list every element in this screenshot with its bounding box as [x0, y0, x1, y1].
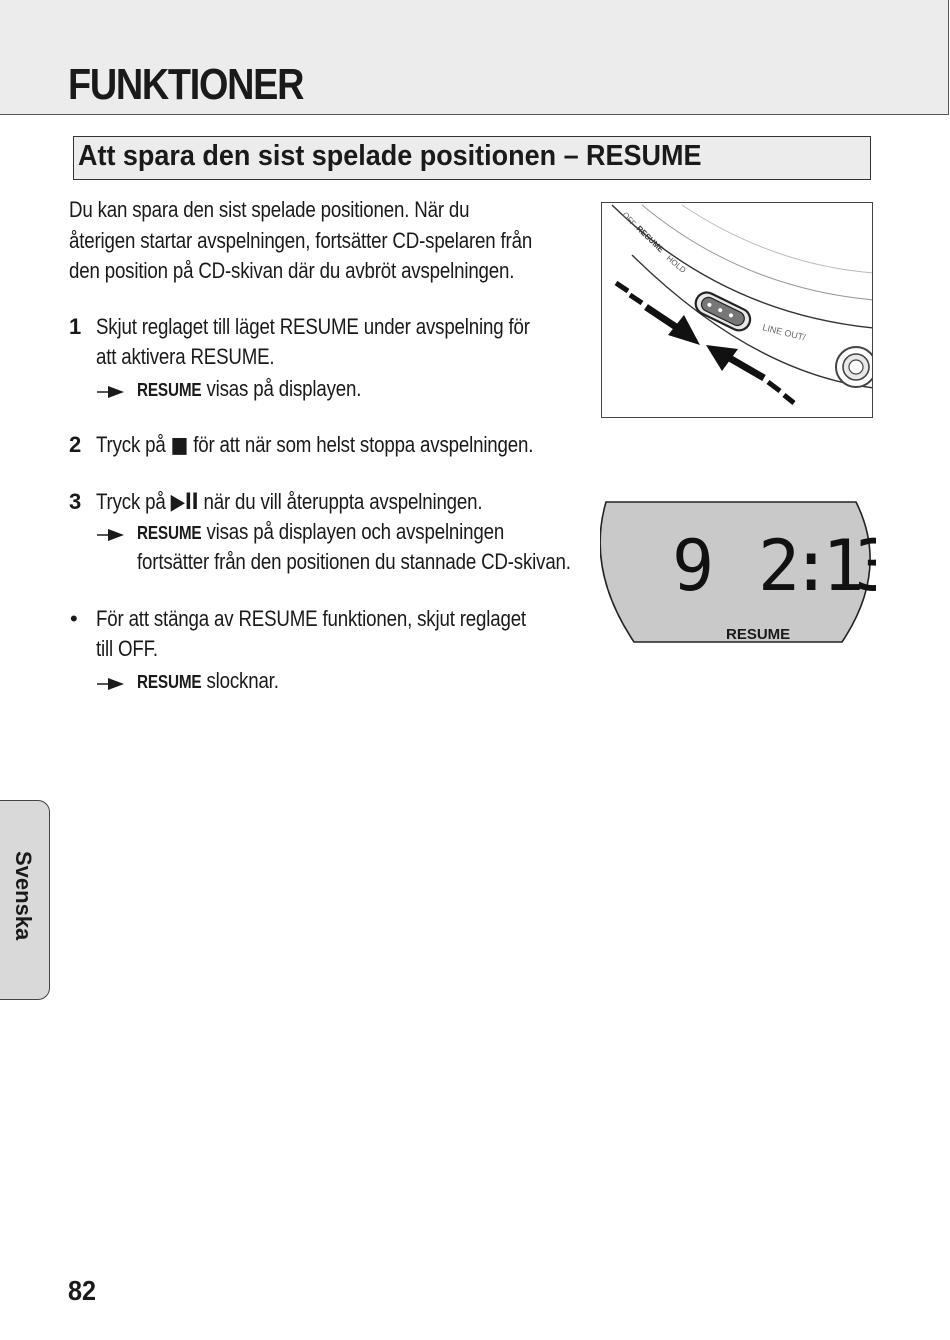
step-3-result-line-2: fortsätter från den positionen du stannade CD-skivan. — [137, 549, 571, 574]
resume-indicator-label: RESUME — [137, 523, 202, 543]
page-title: FUNKTIONER — [68, 60, 304, 109]
lcd-track-number: 9 — [672, 525, 715, 607]
section-title: Att spara den sist spelade positionen – RESUME — [78, 140, 702, 172]
step-1-line-1: Skjut reglaget till läget RESUME under avspelning för — [96, 314, 530, 339]
bullet-icon: • — [70, 606, 78, 631]
bullet-line-2: till OFF. — [96, 636, 158, 661]
cd-player-edge-drawing — [602, 203, 873, 418]
step-3-result: RESUME visas på displayen och avspelningen — [137, 519, 505, 544]
intro-line-1: Du kan spara den sist spelade positionen. När du — [69, 197, 470, 222]
intro-line-2: återigen startar avspelningen, fortsätter CD-spelaren från — [69, 228, 533, 253]
lcd-time: 2:13 — [758, 525, 876, 607]
result-arrow-icon — [96, 527, 126, 543]
step-2-text: Tryck på ■ för att när som helst stoppa avspelningen. — [96, 432, 534, 458]
step-3-number: 3 — [69, 489, 82, 514]
switch-label-resume: RESUME — [634, 223, 666, 255]
arrow-down-right-icon — [616, 283, 700, 345]
play-pause-icon: ▶II — [170, 490, 199, 515]
intro-line-3: den position på CD-skivan där du avbröt avspelningen. — [69, 258, 515, 283]
result-arrow-icon — [96, 384, 126, 400]
step-1-line-2: att aktivera RESUME. — [96, 344, 275, 369]
arrow-up-left-icon — [706, 345, 794, 403]
switch-label-off: OFF — [620, 210, 638, 229]
step-1-result: RESUME visas på displayen. — [137, 376, 362, 401]
step-1-number: 1 — [69, 314, 82, 339]
bullet-result: RESUME slocknar. — [137, 668, 279, 693]
resume-switch-illustration — [601, 202, 873, 418]
bullet-line-1: För att stänga av RESUME funktionen, skjut reglaget — [96, 606, 526, 631]
line-out-label: LINE OUT/ — [761, 322, 807, 343]
resume-indicator-label: RESUME — [137, 380, 202, 400]
lcd-resume-indicator: RESUME — [726, 626, 791, 643]
stop-icon: ■ — [170, 433, 189, 458]
step-3-text: Tryck på ▶II när du vill återuppta avspelningen. — [96, 489, 483, 515]
language-tab-label: Svenska — [11, 851, 36, 941]
step-2-number: 2 — [69, 432, 82, 457]
result-arrow-icon — [96, 676, 126, 692]
switch-label-hold: HOLD — [664, 253, 688, 275]
page-number: 82 — [68, 1275, 97, 1306]
resume-indicator-label: RESUME — [137, 672, 202, 692]
